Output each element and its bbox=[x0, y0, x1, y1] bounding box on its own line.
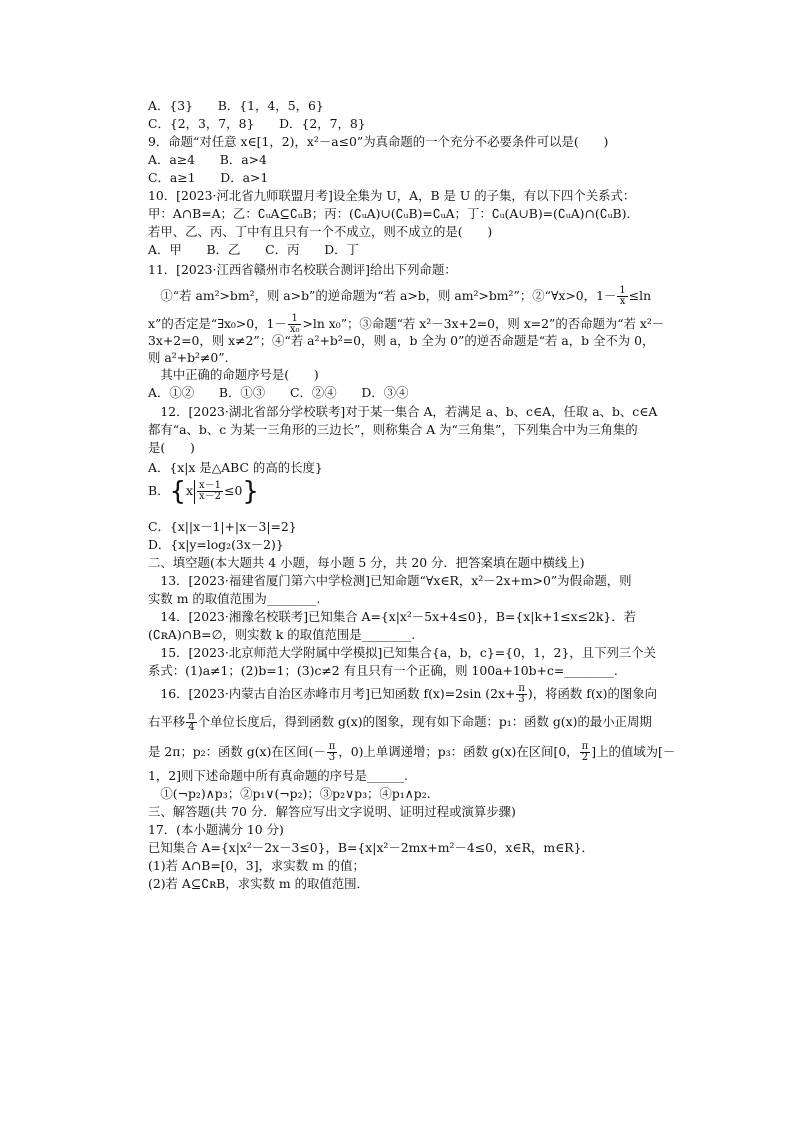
text-line: (∁ʀA)∩B=∅，则实数 k 的取值范围是________. bbox=[148, 627, 416, 642]
fraction: $\frac{\pi}{3}$ bbox=[328, 741, 336, 763]
text-line: 10．[2023·河北省九师联盟月考]设全集为 U，A，B 是 U 的子集，有以下四个关系式： bbox=[148, 188, 636, 203]
q11-line-1: ①“若 am²>bm²，则 a>b”的逆命题为“若 a>b，则 am²>bm²”；②“∀x>0，1－ $\frac{1}{x}$ ≤ln bbox=[148, 285, 652, 307]
text-line: ①(¬p₂)∧p₃；②p₁∨(¬p₂)；③p₂∨p₃；④p₁∧p₂. bbox=[148, 786, 431, 801]
q16-line-3: 是 2π；p₂：函数 g(x)在区间(－ $\frac{\pi}{3}$ ，0)上单调递增；p₃：函数 g(x)在区间[0， $\frac{\pi}{2}$ ]上的值域为[－ bbox=[148, 741, 676, 763]
q11-line-4: 则 a²+b²≠0”. bbox=[148, 350, 229, 365]
fraction: $\frac{1}{x}$ bbox=[619, 285, 626, 307]
text-line: C．{x||x－1|+|x－3|=2} bbox=[148, 519, 297, 534]
text-line: 若甲、乙、丙、丁中有且只有一个不成立，则不成立的是( ) bbox=[148, 224, 493, 239]
fraction: $\frac{\pi}{4}$ bbox=[188, 711, 195, 733]
q11-line-3: 3x+2=0，则 x≠2”；④“若 a²+b²=0，则 a，b 全为 0”的逆否命题是“若 a，b 全不为 0， bbox=[148, 333, 655, 348]
text-line: 17．(本小题满分 10 分) bbox=[148, 822, 284, 837]
q11-line-2: x”的否定是“∃x₀>0，1－ $\frac{1}{\text{x₀}}$ >ln x₀”；③命题“若 x²－3x+2=0，则 x=2”的否命题为“若 x²－ bbox=[148, 313, 665, 335]
q12-option-b: B．{x $\frac{x-1}{x-2}$ ≤0} bbox=[148, 476, 259, 507]
fraction: $\frac{\pi}{2}$ bbox=[581, 741, 589, 763]
text-line: A．{3} B．{1，4，5，6} bbox=[148, 98, 324, 113]
q16-line-2: 右平移 $\frac{\pi}{4}$ 个单位长度后，得到函数 g(x)的图象，现有如下命题：p₁：函数 g(x)的最小正周期 bbox=[148, 711, 652, 733]
text-line: 是( ) bbox=[148, 440, 195, 455]
text-line: C．{2，3，7，8} D．{2，7，8} bbox=[148, 116, 366, 131]
text-line: A．①② B．①③ C．②④ D．③④ bbox=[148, 385, 409, 400]
fraction: $\frac{1}{\text{x₀}}$ bbox=[289, 313, 300, 335]
text-line: C．a≥1 D．a>1 bbox=[148, 170, 269, 185]
q16-line-1: 16．[2023·内蒙古自治区赤峰市月考]已知函数 f(x)=2sin (2x+ $\frac{\pi}{3}$ )，将函数 f(x)的图象向 bbox=[148, 683, 658, 705]
text-line: 15．[2023·北京师范大学附属中学模拟]已知集合{a，b，c}={0，1，2}，且下列三个关 bbox=[148, 645, 657, 660]
text-line: 14．[2023·湘豫名校联考]已知集合 A={x|x²－5x+4≤0}，B={x|k+1≤x≤2k}．若 bbox=[148, 609, 637, 624]
text-line: A．{x|x 是△ABC 的高的长度} bbox=[148, 460, 323, 475]
text-line: 13．[2023·福建省厦门第六中学检测]已知命题“∀x∈R，x²－2x+m>0”为假命题，则 bbox=[148, 573, 632, 588]
text-line: 9．命题“对任意 x∈[1，2)，x²－a≤0”为真命题的一个充分不必要条件可以是( ) bbox=[148, 134, 609, 149]
text-line: 实数 m 的取值范围为________. bbox=[148, 591, 321, 606]
text-line: 系式：(1)a≠1；(2)b=1；(3)c≠2 有且只有一个正确，则 100a+10b+c=________. bbox=[148, 663, 618, 678]
text-line: 1，2]则下述命题中所有真命题的序号是______. bbox=[148, 768, 408, 783]
text-line: 12．[2023·湖北省部分学校联考]对于某一集合 A，若满足 a、b、c∈A，任取 a、b、c∈A bbox=[148, 404, 658, 419]
text-line: 二、填空题(本大题共 4 小题，每小题 5 分，共 20 分．把答案填在题中横线上) bbox=[148, 555, 585, 570]
fraction: $\frac{\pi}{3}$ bbox=[518, 683, 525, 705]
fraction: $\frac{x-1}{x-2}$ bbox=[199, 480, 222, 502]
text-line: 已知集合 A={x|x²－2x－3≤0}，B={x|x²－2mx+m²－4≤0，x∈R，m∈R}． bbox=[148, 840, 594, 855]
text-line: (2)若 A⊆∁ʀB，求实数 m 的取值范围． bbox=[148, 876, 369, 891]
text-line: 其中正确的命题序号是( ) bbox=[148, 367, 319, 382]
text-line: A．甲 B．乙 C．丙 D．丁 bbox=[148, 242, 359, 257]
text-line: 11．[2023·江西省赣州市名校联合测评]给出下列命题： bbox=[148, 262, 457, 277]
text-line: 三、解答题(共 70 分．解答应写出文字说明、证明过程或演算步骤) bbox=[148, 804, 516, 819]
text-line: A．a≥4 B．a>4 bbox=[148, 152, 267, 167]
text-line: (1)若 A∩B=[0，3]，求实数 m 的值； bbox=[148, 858, 365, 873]
text-line: D．{x|y=log₂(3x－2)} bbox=[148, 537, 284, 552]
text-line: 甲：A∩B=A；乙：∁ᵤA⊆∁ᵤB；丙：(∁ᵤA)∪(∁ᵤB)=∁ᵤA；丁：∁ᵤ(A∪B)=(∁ᵤA)∩(∁ᵤB). bbox=[148, 206, 631, 221]
text-line: 都有“a、b、c 为某一三角形的三边长”，则称集合 A 为“三角集”，下列集合中为三角集的 bbox=[148, 422, 638, 437]
